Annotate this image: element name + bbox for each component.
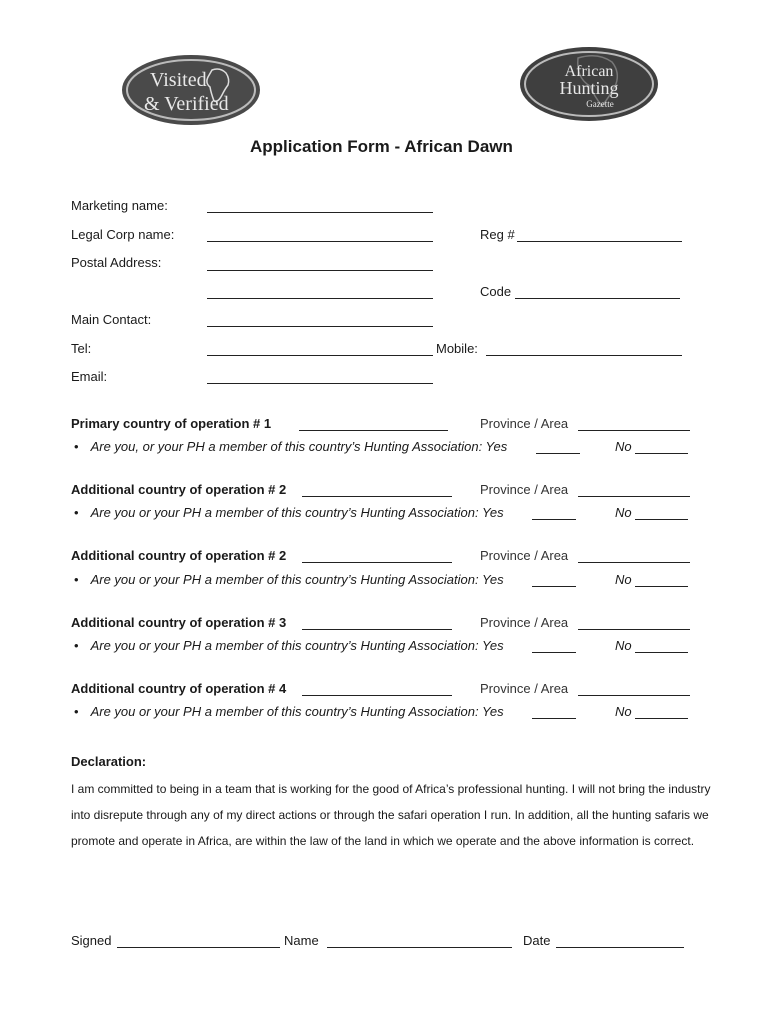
date-label: Date	[523, 933, 551, 948]
logo-left-line2: & Verified	[144, 93, 229, 115]
signed-label: Signed	[71, 933, 112, 948]
logo-right-line1: African	[564, 63, 614, 80]
reg-field[interactable]	[517, 229, 682, 242]
section-title: Additional country of operation # 3	[71, 615, 287, 630]
association-question: • Are you or your PH a member of this country’s Hunting Association: Yes	[74, 638, 504, 653]
country-field[interactable]	[302, 617, 452, 630]
no-label: No	[615, 638, 632, 653]
logo-right-line3: Gazette	[586, 99, 614, 109]
country-field[interactable]	[302, 484, 452, 497]
country-field[interactable]	[302, 683, 452, 696]
legal-corp-name-label: Legal Corp name:	[71, 227, 175, 242]
declaration-title: Declaration:	[71, 754, 147, 769]
association-question: • Are you, or your PH a member of this country’s Hunting Association: Yes	[74, 439, 508, 454]
postal-address-field-1[interactable]	[207, 258, 433, 271]
province-area-field[interactable]	[578, 418, 690, 431]
mobile-label: Mobile:	[436, 341, 478, 356]
postal-address-field-2[interactable]	[207, 286, 433, 299]
yes-field[interactable]	[536, 441, 580, 454]
logo-left-line1: Visited	[150, 69, 207, 91]
association-question: • Are you or your PH a member of this country’s Hunting Association: Yes	[74, 505, 504, 520]
province-area-label: Province / Area	[480, 681, 569, 696]
logo-right-line2: Hunting	[559, 78, 619, 98]
code-field[interactable]	[515, 286, 680, 299]
no-label: No	[615, 572, 632, 587]
main-contact-field[interactable]	[207, 314, 433, 327]
country-field[interactable]	[299, 418, 448, 431]
email-label: Email:	[71, 369, 108, 384]
section-title: Primary country of operation # 1	[71, 416, 272, 431]
tel-field[interactable]	[207, 343, 433, 356]
name-label: Name	[284, 933, 319, 948]
mobile-field[interactable]	[486, 343, 682, 356]
main-contact-label: Main Contact:	[71, 312, 152, 327]
no-label: No	[615, 704, 632, 719]
tel-label: Tel:	[71, 341, 92, 356]
reg-label: Reg #	[480, 227, 515, 242]
african-hunting-gazette-logo	[518, 44, 660, 124]
province-area-label: Province / Area	[480, 482, 569, 497]
no-field[interactable]	[635, 441, 688, 454]
marketing-name-field[interactable]	[207, 200, 433, 213]
yes-field[interactable]	[532, 574, 576, 587]
code-label: Code	[480, 284, 512, 299]
email-field[interactable]	[207, 371, 433, 384]
province-area-field[interactable]	[578, 484, 690, 497]
date-field[interactable]	[556, 935, 684, 948]
no-label: No	[615, 439, 632, 454]
association-question: • Are you or your PH a member of this country’s Hunting Association: Yes	[74, 572, 504, 587]
visited-verified-logo	[120, 52, 262, 128]
legal-corp-name-field[interactable]	[207, 229, 433, 242]
name-field[interactable]	[327, 935, 512, 948]
section-title: Additional country of operation # 2	[71, 548, 287, 563]
country-field[interactable]	[302, 550, 452, 563]
section-title: Additional country of operation # 2	[71, 482, 287, 497]
no-field[interactable]	[635, 706, 688, 719]
no-label: No	[615, 505, 632, 520]
signed-field[interactable]	[117, 935, 280, 948]
no-field[interactable]	[635, 574, 688, 587]
yes-field[interactable]	[532, 706, 576, 719]
province-area-field[interactable]	[578, 617, 690, 630]
association-question: • Are you or your PH a member of this country’s Hunting Association: Yes	[74, 704, 504, 719]
province-area-label: Province / Area	[480, 548, 569, 563]
province-area-field[interactable]	[578, 683, 690, 696]
no-field[interactable]	[635, 640, 688, 653]
marketing-name-label: Marketing name:	[71, 198, 168, 213]
province-area-label: Province / Area	[480, 416, 569, 431]
declaration-text: I am committed to being in a team that is working for the good of Africa’s professional hunting. I will not bring the industry into disrepute through any of my direct actions or through the safari operation I run. In addition, all the hunting safaris we promote and operate in Africa, are within the law of the land in which we operate and the above information is correct.	[71, 782, 711, 848]
no-field[interactable]	[635, 507, 688, 520]
postal-address-label: Postal Address:	[71, 255, 162, 270]
section-title: Additional country of operation # 4	[71, 681, 287, 696]
yes-field[interactable]	[532, 640, 576, 653]
province-area-label: Province / Area	[480, 615, 569, 630]
page-title: Application Form - African Dawn	[250, 137, 513, 156]
province-area-field[interactable]	[578, 550, 690, 563]
yes-field[interactable]	[532, 507, 576, 520]
